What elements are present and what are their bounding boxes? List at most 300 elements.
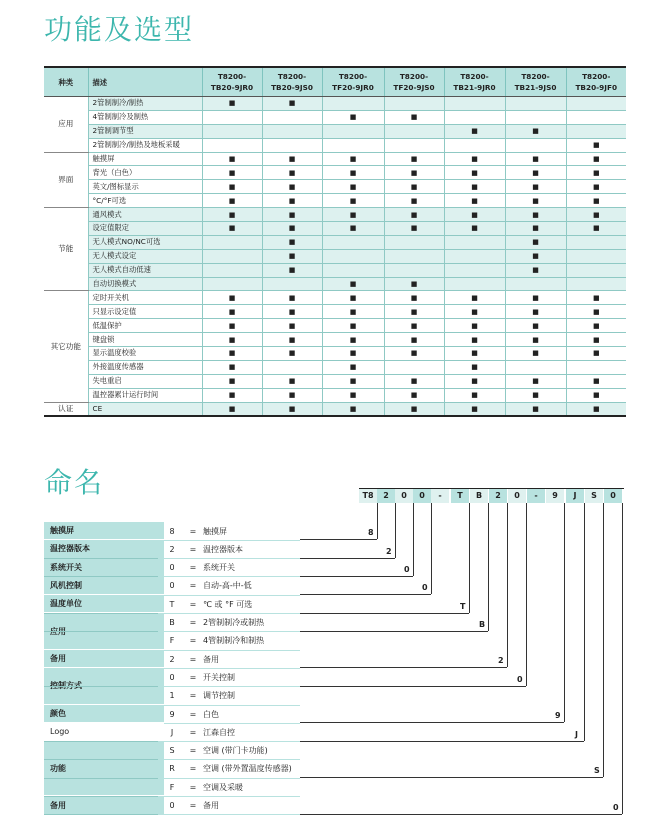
code-char-13: S [585,489,603,503]
table-header-row [44,67,626,97]
naming-label: 系统开关 [44,559,164,576]
naming-equals: = [189,782,197,792]
supported-mark: ■ [228,182,236,191]
model-support-cell [505,319,566,333]
model-support-cell [322,402,384,416]
supported-mark: ■ [288,405,296,414]
model-support-cell [566,360,626,374]
table-row [44,222,626,236]
model-support-cell [384,347,444,361]
table-row [44,124,626,138]
supported-mark: ■ [288,252,296,261]
supported-mark: ■ [532,238,539,247]
naming-value: 0 [169,581,175,591]
supported-mark: ■ [349,113,357,122]
supported-mark: ■ [349,335,357,344]
supported-mark: ■ [592,405,600,414]
feature-description: 温控器累计运行时间 [88,388,202,402]
desc-separator [158,705,300,706]
model-support-cell [322,138,384,152]
leader-line [300,741,584,742]
model-support-cell [384,208,444,222]
leader-line [300,667,507,668]
supported-mark: ■ [532,266,539,275]
model-support-cell [322,249,384,263]
code-char-9: 0 [508,489,526,503]
leader-char: 9 [555,711,561,721]
naming-description: ℃ 或 °F 可选 [203,599,253,609]
header-model-3 [322,67,384,97]
model-support-cell [505,194,566,208]
desc-separator [158,778,300,779]
naming-equals: = [189,764,197,774]
table-row [44,263,626,277]
table-row [44,166,626,180]
header-model-1 [202,67,262,97]
model-support-cell [202,305,262,319]
supported-mark: ■ [592,168,600,177]
supported-mark: ■ [532,349,539,358]
model-support-cell [202,222,262,236]
model-support-cell [505,305,566,319]
feature-description: 只显示设定值 [88,305,202,319]
model-support-cell [505,291,566,305]
supported-mark: ■ [532,127,539,136]
model-support-cell [444,194,505,208]
model-support-cell [262,249,322,263]
model-support-cell [322,388,384,402]
supported-mark: ■ [592,210,600,219]
model-support-cell [444,319,505,333]
model-support-cell [566,249,626,263]
leader-drop [488,503,489,631]
model-name-line: T8200- [338,72,368,81]
code-char-4: 0 [413,489,431,503]
table-row [44,333,626,347]
model-name-line: TF20-9JS0 [393,83,435,92]
table-row [44,194,626,208]
supported-mark: ■ [349,182,357,191]
table-row [44,208,626,222]
supported-mark: ■ [410,377,418,386]
supported-mark: ■ [349,405,357,414]
model-support-cell [262,360,322,374]
model-support-cell [202,180,262,194]
header-model-6 [505,67,566,97]
supported-mark: ■ [471,224,478,233]
leader-line [300,539,377,540]
supported-mark: ■ [288,155,296,163]
model-support-cell [322,305,384,319]
feature-description: 2管制调节型 [88,124,202,138]
model-support-cell [322,319,384,333]
naming-value: R [169,764,175,774]
model-support-cell [505,388,566,402]
naming-label: 备用 [44,650,164,667]
header-description: 描述 [88,67,202,97]
model-support-cell [322,152,384,166]
model-support-cell [322,263,384,277]
model-support-cell [384,110,444,124]
naming-equals: = [189,727,197,737]
naming-label: 颜色 [44,705,164,722]
table-row [44,347,626,361]
naming-value: B [169,618,175,627]
supported-mark: ■ [349,210,357,219]
code-char-6: T [451,489,469,503]
supported-mark: ■ [349,377,357,386]
model-support-cell [202,124,262,138]
header-model-7 [566,67,626,97]
model-support-cell [262,194,322,208]
supported-mark: ■ [532,335,539,344]
model-support-cell [322,124,384,138]
row-separator [44,778,160,779]
model-support-cell [202,152,262,166]
model-support-cell [505,374,566,388]
desc-separator [158,723,300,724]
table-row [44,235,626,249]
model-support-cell [384,333,444,347]
supported-mark: ■ [592,349,600,358]
supported-mark: ■ [288,210,296,219]
desc-separator [158,741,300,742]
supported-mark: ■ [349,321,357,330]
model-support-cell [384,235,444,249]
naming-value: 0 [169,563,175,573]
supported-mark: ■ [349,196,357,205]
naming-value: F [169,782,175,792]
naming-value: 1 [169,691,175,701]
leader-char: S [594,766,600,776]
code-char-8: 2 [489,489,507,503]
naming-equals: = [189,618,197,627]
feature-description: 定时开关机 [88,291,202,305]
supported-mark: ■ [471,293,478,302]
desc-separator [158,668,300,669]
row-separator [44,759,160,760]
naming-equals: = [189,691,197,701]
model-support-cell [566,194,626,208]
feature-description: 英文/图标显示 [88,180,202,194]
supported-mark: ■ [288,182,296,191]
supported-mark: ■ [228,405,236,414]
model-support-cell [444,347,505,361]
leader-drop [507,503,508,667]
model-support-cell [566,180,626,194]
model-support-cell [384,360,444,374]
model-support-cell [322,374,384,388]
supported-mark: ■ [288,196,296,205]
model-support-cell [384,222,444,236]
naming-value: J [170,727,174,737]
model-support-cell [566,138,626,152]
code-char-10: - [527,489,545,503]
code-char-12: J [566,489,584,503]
section-title-features: 功能及选型 [44,13,195,46]
model-support-cell [505,402,566,416]
model-support-cell [322,194,384,208]
feature-description: 无人模式自动低速 [88,263,202,277]
naming-value: 2 [169,654,175,664]
model-support-cell [566,124,626,138]
naming-description: 2管制制冷或制热 [203,618,265,627]
supported-mark: ■ [228,321,236,330]
naming-label: 应用 [44,614,164,650]
supported-mark: ■ [592,182,600,191]
header-model-5 [444,67,505,97]
model-support-cell [505,235,566,249]
table-row [44,110,626,124]
supported-mark: ■ [228,391,236,400]
naming-description: 备用 [203,801,219,810]
leader-line [300,686,526,687]
code-char-1: T8 [359,489,377,503]
model-support-cell [566,333,626,347]
naming-description: 空调 (带外置温度传感器) [203,764,292,774]
supported-mark: ■ [592,321,600,330]
naming-value: F [169,636,175,646]
supported-mark: ■ [471,335,478,344]
category-cell: 应用 [44,97,88,153]
model-support-cell [444,222,505,236]
model-name-line: T8200- [399,72,429,81]
naming-label: 触摸屏 [44,522,164,539]
leader-char: 0 [404,564,410,574]
model-support-cell [384,124,444,138]
supported-mark: ■ [532,321,539,330]
naming-value: 0 [169,672,175,682]
supported-mark: ■ [532,196,539,205]
supported-mark: ■ [228,99,236,108]
leader-drop [564,503,565,722]
model-support-cell [384,97,444,111]
code-char-11: 9 [546,489,564,503]
supported-mark: ■ [288,99,296,108]
naming-description: 江森自控 [203,727,235,737]
model-support-cell [444,138,505,152]
code-char-2: 2 [377,489,395,503]
model-support-cell [384,388,444,402]
supported-mark: ■ [471,405,478,414]
naming-equals: = [189,746,197,756]
feature-description: CE [88,402,202,416]
supported-mark: ■ [410,321,418,330]
model-name-line: T8200- [460,72,489,81]
supported-mark: ■ [349,155,357,163]
leader-drop [622,503,623,814]
supported-mark: ■ [592,155,600,163]
model-name-line: T8200- [582,72,611,81]
table-row [44,249,626,263]
feature-description: 2管制制冷/制热 [88,97,202,111]
model-support-cell [384,277,444,291]
model-support-cell [262,374,322,388]
supported-mark: ■ [471,391,478,400]
supported-mark: ■ [349,168,357,177]
leader-char: T [460,601,466,611]
model-support-cell [384,374,444,388]
model-support-cell [566,374,626,388]
supported-mark: ■ [410,168,418,177]
model-support-cell [566,166,626,180]
feature-description: 外接温度传感器 [88,360,202,374]
supported-mark: ■ [471,377,478,386]
supported-mark: ■ [228,335,236,344]
model-support-cell [322,110,384,124]
leader-char: 0 [613,802,619,812]
model-support-cell [262,333,322,347]
supported-mark: ■ [410,391,418,400]
naming-description: 系统开关 [203,563,235,573]
feature-description: 背光（白色） [88,166,202,180]
category-cell: 其它功能 [44,291,88,402]
leader-char: 2 [498,656,504,666]
model-support-cell [202,347,262,361]
feature-description: 键盘锁 [88,333,202,347]
model-support-cell [202,388,262,402]
naming-value: S [169,746,175,756]
feature-description: 自动切换模式 [88,277,202,291]
supported-mark: ■ [228,377,236,386]
model-name-line: TB20-9JF0 [575,83,618,92]
header-model-2 [262,67,322,97]
naming-description: 备用 [203,654,219,664]
model-support-cell [444,333,505,347]
supported-mark: ■ [228,224,236,233]
leader-drop [603,503,604,777]
naming-description: 触摸屏 [203,526,227,536]
leader-drop [431,503,432,594]
model-support-cell [262,235,322,249]
supported-mark: ■ [288,224,296,233]
row-separator [44,631,160,632]
feature-description: 无人模式设定 [88,249,202,263]
model-support-cell [566,388,626,402]
model-support-cell [322,180,384,194]
supported-mark: ■ [471,321,478,330]
model-support-cell [444,402,505,416]
supported-mark: ■ [471,127,478,136]
supported-mark: ■ [471,363,478,372]
naming-description: 空调及采暖 [203,782,243,792]
supported-mark: ■ [410,196,418,205]
model-name-line: TB20-9JS0 [271,83,313,92]
naming-label: 温控器版本 [44,540,164,557]
section-title-naming: 命名 [44,466,105,499]
model-support-cell [505,249,566,263]
model-support-cell [322,208,384,222]
leader-line [300,594,431,595]
model-support-cell [262,319,322,333]
desc-separator [158,650,300,651]
model-support-cell [384,291,444,305]
model-support-cell [202,97,262,111]
supported-mark: ■ [410,182,418,191]
supported-mark: ■ [592,224,600,233]
model-support-cell [322,277,384,291]
supported-mark: ■ [532,224,539,233]
desc-separator [158,631,300,632]
desc-separator [158,558,300,559]
model-name-line: TF20-9JR0 [332,83,374,92]
naming-equals: = [189,636,197,646]
code-char-7: B [470,489,488,503]
model-support-cell [202,208,262,222]
supported-mark: ■ [410,405,418,414]
table-row [44,388,626,402]
naming-equals: = [189,581,197,591]
supported-mark: ■ [288,293,296,302]
supported-mark: ■ [471,349,478,358]
model-support-cell [262,263,322,277]
naming-equals: = [189,709,197,719]
model-support-cell [262,124,322,138]
code-char-14: 0 [604,489,622,503]
table-row [44,138,626,152]
supported-mark: ■ [228,155,236,163]
model-support-cell [566,152,626,166]
supported-mark: ■ [410,224,418,233]
model-support-cell [322,333,384,347]
model-support-cell [384,305,444,319]
supported-mark: ■ [228,196,236,205]
model-support-cell [505,110,566,124]
supported-mark: ■ [288,377,296,386]
supported-mark: ■ [532,155,539,163]
supported-mark: ■ [228,349,236,358]
model-support-cell [262,97,322,111]
model-support-cell [444,249,505,263]
code-char-3: 0 [395,489,413,503]
naming-description: 空调 (带门卡功能) [203,746,268,756]
model-support-cell [202,194,262,208]
leader-drop [413,503,414,576]
naming-value: 2 [169,544,175,554]
supported-mark: ■ [228,168,236,177]
model-support-cell [505,97,566,111]
model-support-cell [202,138,262,152]
desc-separator [158,796,300,797]
table-row [44,319,626,333]
supported-mark: ■ [228,293,236,302]
model-support-cell [444,124,505,138]
supported-mark: ■ [410,113,418,122]
model-support-cell [444,360,505,374]
supported-mark: ■ [532,377,539,386]
table-row [44,374,626,388]
model-support-cell [444,263,505,277]
naming-equals: = [189,654,197,664]
supported-mark: ■ [410,335,418,344]
model-support-cell [202,402,262,416]
supported-mark: ■ [532,182,539,191]
model-support-cell [262,166,322,180]
supported-mark: ■ [532,391,539,400]
naming-description: 调节控制 [203,691,235,701]
model-support-cell [322,291,384,305]
model-support-cell [444,374,505,388]
leader-char: 0 [517,674,523,684]
supported-mark: ■ [349,293,357,302]
naming-description: 开关控制 [203,672,235,682]
supported-mark: ■ [228,210,236,219]
model-name-line: TB20-9JR0 [210,83,254,92]
model-name-line: T8200- [217,72,247,81]
feature-description: 触摸屏 [88,152,202,166]
category-cell: 节能 [44,208,88,291]
model-name-line: TB21-9JR0 [453,83,496,92]
